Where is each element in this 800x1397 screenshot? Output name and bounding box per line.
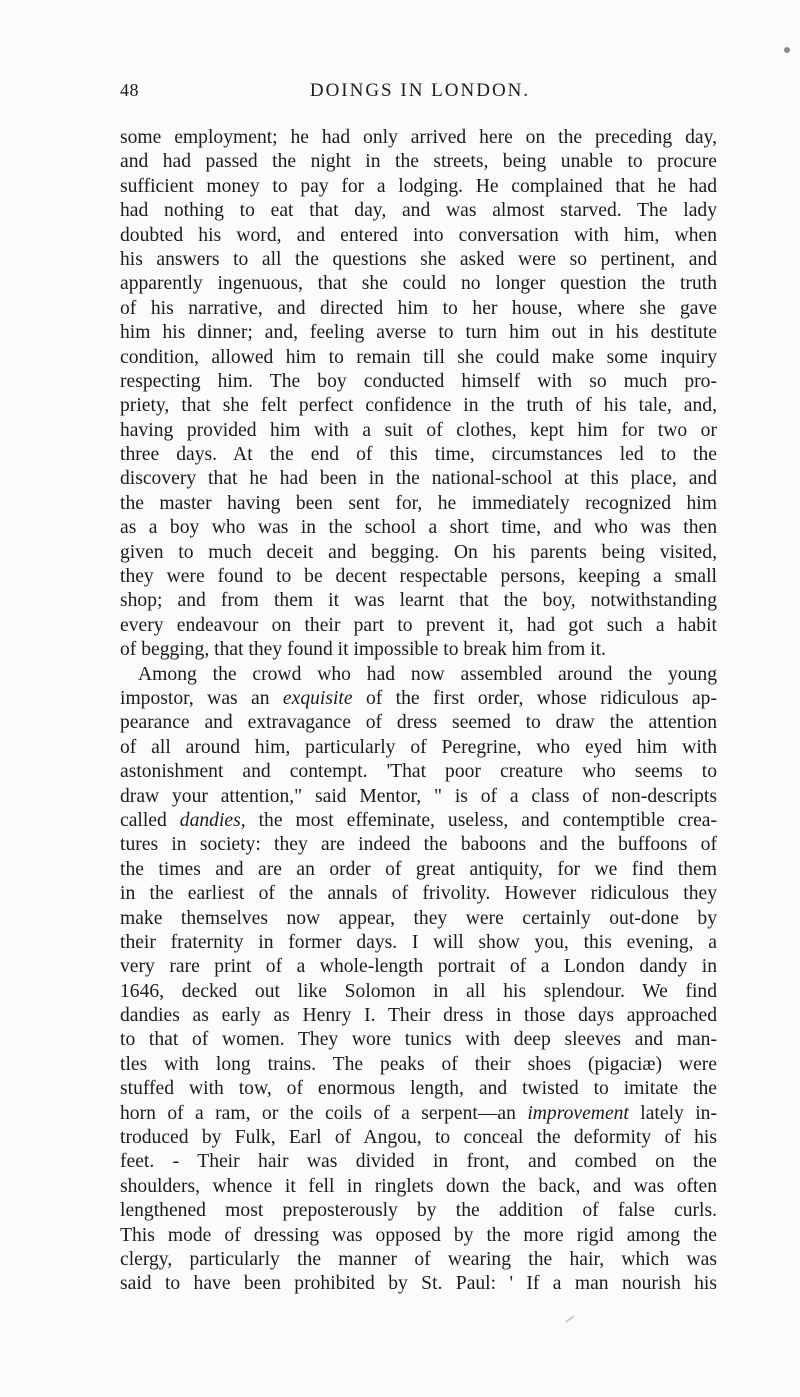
text-line: three days. At the end of this time, circumstances led to the (120, 444, 717, 466)
text-line: some employment; he had only arrived here on the preceding day, (120, 127, 717, 148)
text-line: apparently ingenuous, that she could no longer question the truth (120, 273, 717, 295)
text-line: priety, that she felt perfect confidence in the truth of his tale, and, (120, 395, 717, 417)
text-line: given to much deceit and begging. On his parents being visited, (120, 541, 717, 563)
text-line: said to have been prohibited by St. Paul: ' If a man nourish his (120, 1273, 717, 1295)
running-head: DOINGS IN LONDON. (309, 80, 531, 101)
text-line: every endeavour on their part to prevent it, had got such a habit (120, 614, 717, 636)
text-line: in the earliest of the annals of frivolity. However ridiculous they (120, 883, 717, 905)
text-line: horn of a ram, or the coils of a serpent—an improvement lately in- (120, 1102, 717, 1124)
text-line: the master having been sent for, he immediately recognized him (120, 492, 717, 514)
page-number: 48 (120, 80, 139, 100)
text-line: called dandies, the most effeminate, useless, and contemptible crea- (120, 809, 717, 831)
text-line: Among the crowd who had now assembled around the young (138, 663, 717, 685)
text-line: they were found to be decent respectable persons, keeping a small (120, 566, 717, 588)
text-line: pearance and extravagance of dress seemed to draw the attention (120, 712, 717, 734)
text-line: make themselves now appear, they were certainly out-done by (120, 907, 717, 929)
text-line: dandies as early as Henry I. Their dress in those days approached (120, 1005, 717, 1027)
paper-speck (565, 1315, 574, 1322)
text-line: lengthened most preposterously by the addition of false curls. (120, 1200, 717, 1222)
text-line: impostor, was an exquisite of the first order, whose ridiculous ap- (120, 687, 717, 709)
text-line: his answers to all the questions she asked were so pertinent, and (120, 248, 717, 270)
text-line: 1646, decked out like Solomon in all his splendour. We find (120, 980, 717, 1002)
text-line: had nothing to eat that day, and was almost starved. The lady (120, 200, 717, 222)
text-line: troduced by Fulk, Earl of Angou, to conceal the deformity of his (120, 1127, 717, 1149)
text-line: respecting him. The boy conducted himself with so much pro- (120, 370, 717, 392)
text-line: astonishment and contempt. 'That poor creature who seems to (120, 761, 717, 783)
ink-dot (784, 47, 790, 53)
text-line: having provided him with a suit of clothes, kept him for two or (120, 419, 717, 441)
text-line: draw your attention," said Mentor, " is of a class of non-descripts (120, 785, 717, 807)
text-line: tles with long trains. The peaks of their shoes (pigaciæ) were (120, 1053, 717, 1075)
text-line: the times and are an order of great antiquity, for we find them (120, 858, 717, 880)
text-line: tures in society: they are indeed the baboons and the buffoons of (120, 834, 717, 856)
text-line: clergy, particularly the manner of wearing the hair, which was (120, 1248, 717, 1270)
text-line: condition, allowed him to remain till she could make some inquiry (120, 346, 717, 368)
text-line: This mode of dressing was opposed by the more rigid among the (120, 1224, 717, 1246)
page-header (120, 80, 720, 110)
text-line: stuffed with tow, of enormous length, and twisted to imitate the (120, 1078, 717, 1100)
text-line: feet. - Their hair was divided in front, and combed on the (120, 1151, 717, 1173)
text-line: and had passed the night in the streets, being unable to procure (120, 151, 717, 173)
text-line: shoulders, whence it fell in ringlets down the back, and was often (120, 1175, 717, 1197)
text-line: of all around him, particularly of Peregrine, who eyed him with (120, 736, 717, 758)
text-line: shop; and from them it was learnt that the boy, notwithstanding (120, 590, 717, 612)
text-line: him his dinner; and, feeling averse to turn him out in his destitute (120, 322, 717, 344)
text-line: sufficient money to pay for a lodging. He complained that he had (120, 175, 717, 197)
text-line: discovery that he had been in the national-school at this place, and (120, 468, 717, 490)
text-line: as a boy who was in the school a short time, and who was then (120, 517, 717, 539)
text-line: doubted his word, and entered into conversation with him, when (120, 224, 717, 246)
text-line: to that of women. They wore tunics with deep sleeves and man- (120, 1029, 717, 1051)
text-line: of begging, that they found it impossible to break him from it. (120, 639, 606, 661)
text-line: very rare print of a whole-length portrait of a London dandy in (120, 956, 717, 978)
text-line: their fraternity in former days. I will show you, this evening, a (120, 931, 717, 953)
text-line: of his narrative, and directed him to her house, where she gave (120, 297, 717, 319)
body-text (120, 126, 717, 1297)
